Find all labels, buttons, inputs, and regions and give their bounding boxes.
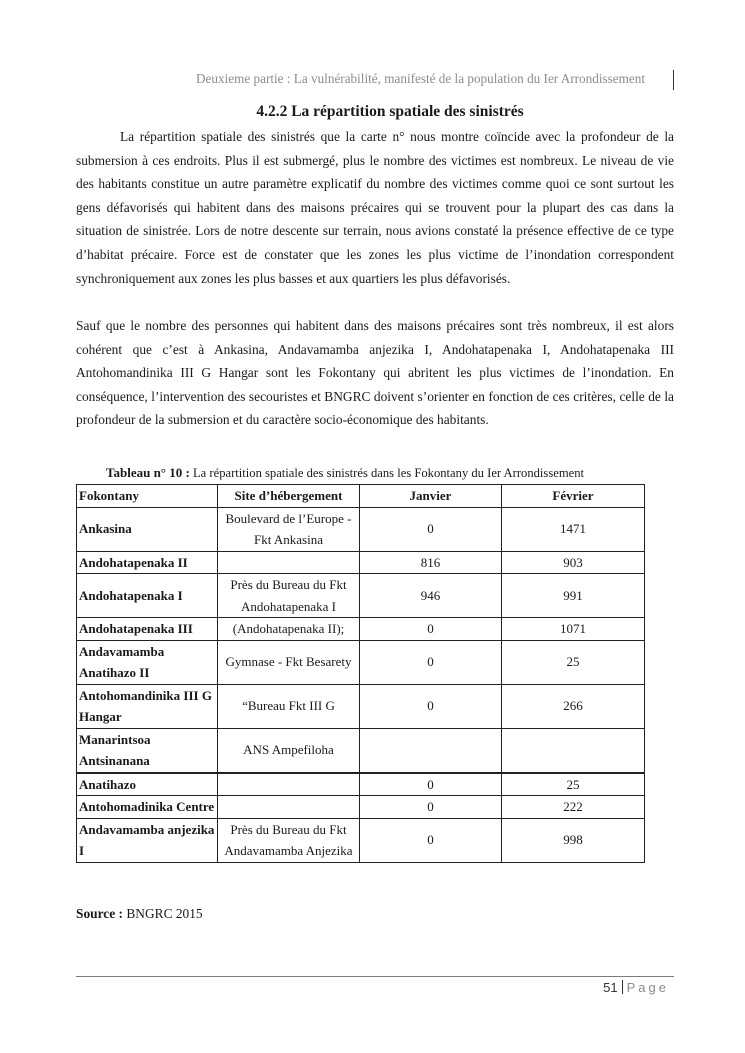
table-row	[77, 796, 645, 819]
cell-fokontany: Antohomandinika III G Hangar	[77, 684, 218, 728]
cell-fevrier: 991	[502, 574, 645, 618]
sinistres-table	[76, 484, 645, 863]
page-number: 51	[603, 980, 618, 995]
cell-fevrier: 1471	[502, 507, 645, 551]
cell-fokontany: Andohatapenaka II	[77, 551, 218, 574]
body-paragraph-1: La répartition spatiale des sinistrés que la carte n° nous montre coïncide avec la profondeur de la submersion à ces endroits. Plus il est submergé, plus le nombre des victimes est nombreux. Le niveau de vie des habitants constitue un autre paramètre explicatif du nombre des victimes comme quoi ce sont surtout les gens défavorisés qui habitent dans des maisons précaires qui se trouvent pour la plupart des cas dans la situation de sinistrée. Lors de notre descente sur terrain, nous avions constaté la présence effective de ce type d’habitat précaire. Force est de constater que les zones les plus victime de l’inondation correspondent synchroniquement aux zones les plus basses et aux quartiers les plus défavorisés.	[76, 129, 674, 286]
col-header-fevrier: Février	[502, 485, 645, 508]
cell-janvier: 0	[360, 684, 502, 728]
cell-fevrier: 222	[502, 796, 645, 819]
cell-janvier: 816	[360, 551, 502, 574]
table-source	[76, 906, 203, 922]
page-label: Page	[626, 980, 669, 995]
table-row	[77, 640, 645, 684]
cell-fevrier: 25	[502, 773, 645, 796]
running-header-title: Deuxieme partie : La vulnérabilité, manifesté de la population du Ier Arrondissement	[196, 71, 645, 86]
table-row	[77, 507, 645, 551]
table-row	[77, 618, 645, 641]
cell-site: ANS Ampefiloha	[218, 728, 360, 773]
cell-site: Boulevard de l’Europe - Fkt Ankasina	[218, 507, 360, 551]
footer-divider	[76, 976, 674, 977]
cell-site	[218, 773, 360, 796]
cell-fevrier: 1071	[502, 618, 645, 641]
cell-fevrier	[502, 728, 645, 773]
cell-fokontany: Antohomadinika Centre	[77, 796, 218, 819]
col-header-janvier: Janvier	[360, 485, 502, 508]
cell-fokontany: Andavamamba Anatihazo II	[77, 640, 218, 684]
cell-janvier: 0	[360, 773, 502, 796]
source-label: Source :	[76, 906, 123, 921]
footer-separator	[622, 980, 623, 994]
col-header-fokontany: Fokontany	[77, 485, 218, 508]
cell-fokontany: Anatihazo	[77, 773, 218, 796]
page-footer	[603, 980, 669, 995]
section-title: 4.2.2 La répartition spatiale des sinistrés	[256, 103, 524, 120]
table-caption-label: Tableau n° 10 :	[106, 465, 190, 480]
cell-fevrier: 25	[502, 640, 645, 684]
table-row	[77, 551, 645, 574]
cell-site: Gymnase - Fkt Besarety	[218, 640, 360, 684]
table-caption	[106, 465, 666, 481]
source-text: BNGRC 2015	[126, 906, 203, 921]
cell-site: Près du Bureau du Fkt Andohatapenaka I	[218, 574, 360, 618]
table-header-row	[77, 485, 645, 508]
col-header-site: Site d’hébergement	[218, 485, 360, 508]
table-row	[77, 684, 645, 728]
table-caption-text: La répartition spatiale des sinistrés dans les Fokontany du Ier Arrondissement	[192, 466, 585, 480]
cell-fevrier: 266	[502, 684, 645, 728]
cell-janvier: 0	[360, 507, 502, 551]
cell-fokontany: Andavamamba anjezika I	[77, 818, 218, 862]
cell-janvier	[360, 728, 502, 773]
cell-janvier: 0	[360, 818, 502, 862]
cell-fevrier: 903	[502, 551, 645, 574]
cell-janvier: 0	[360, 640, 502, 684]
cell-janvier: 946	[360, 574, 502, 618]
table-row	[77, 773, 645, 796]
cell-fokontany: Andohatapenaka III	[77, 618, 218, 641]
table-row	[77, 728, 645, 773]
cell-fokontany: Manarintsoa Antsinanana	[77, 728, 218, 773]
cell-janvier: 0	[360, 618, 502, 641]
cell-fokontany: Ankasina	[77, 507, 218, 551]
cell-fevrier: 998	[502, 818, 645, 862]
cell-site	[218, 796, 360, 819]
cell-fokontany: Andohatapenaka I	[77, 574, 218, 618]
cell-site: (Andohatapenaka II);	[218, 618, 360, 641]
table-row	[77, 574, 645, 618]
cell-site: “Bureau Fkt III G	[218, 684, 360, 728]
table-row	[77, 818, 645, 862]
cell-site: Près du Bureau du Fkt Andavamamba Anjezika	[218, 818, 360, 862]
cell-janvier: 0	[360, 796, 502, 819]
running-header	[76, 70, 674, 90]
body-paragraph-2: Sauf que le nombre des personnes qui habitent dans des maisons précaires sont très nombreux, il est alors cohérent que c’est à Ankasina, Andavamamba anjezika I, Andohatapenaka I, Andohatapenaka III Antohomandinika III G Hangar sont les Fokontany qui abritent les plus victimes de l’inondation. En conséquence, l’intervention des secouristes et BNGRC doivent s’orienter en fonction de ces critères, celle de la profondeur de la submersion et du caractère socio-économique des habitants.	[76, 318, 674, 428]
cell-site	[218, 551, 360, 574]
